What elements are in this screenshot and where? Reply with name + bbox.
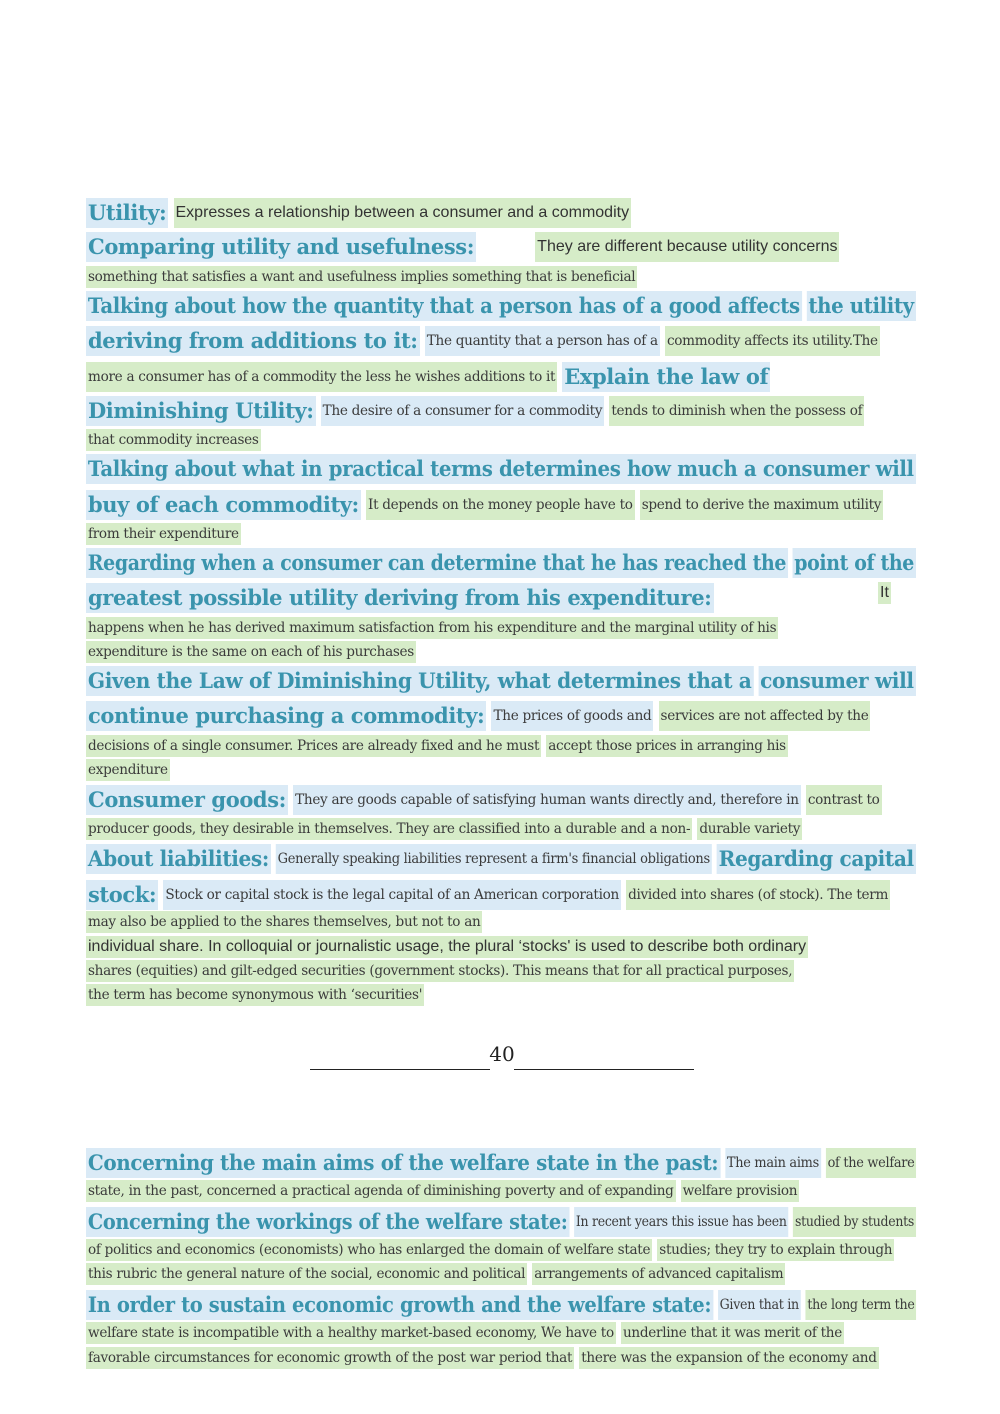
line-greatest-text-end [86,640,416,662]
line-compare-cont [86,265,637,287]
law-given-heading-end: continue purchasing a commodity: [86,701,486,731]
law-heading-cont: Diminishing Utility: [86,396,316,426]
line-practical [86,489,883,519]
line-law-given [86,700,870,730]
law-given-text: The prices of goods and [491,701,653,731]
utility-heading: Utility: [86,198,168,228]
greatest-text-end: expenditure is the same on each of his purchases [86,641,416,663]
workings-text-3: studies; they try to explain through [657,1239,894,1261]
line-workings-text-2 [86,1238,894,1260]
stock-text-3: individual share. In colloquial or journalistic usage, the plural ‘stocks' is used to describe both ordinary [86,936,808,958]
greatest-heading-end: greatest possible utility deriving from his expenditure: [86,583,714,613]
line-quantity-heading [86,290,916,320]
practical-heading-end: buy of each commodity: [86,490,361,520]
greatest-text: happens when he has derived maximum satisfaction from his expenditure and the marginal utility of his [86,617,778,639]
compare-text: They are different because utility concerns [535,232,839,262]
line-practical-heading [86,453,916,483]
line-growth-text-3 [86,1346,879,1368]
line-practical-end [86,522,241,544]
aims-text: The main aims [725,1148,821,1178]
line-aims-text [86,1179,799,1201]
workings-text-5: arrangements of advanced capitalism [532,1263,785,1285]
practical-heading: Talking about what in practical terms determines how much a consumer will [86,454,916,484]
growth-text: Given that in [718,1290,801,1320]
growth-text-4: favorable circumstances for economic growth of the post war period that [86,1347,574,1369]
line-growth [86,1289,916,1319]
greatest-text-start: It [878,582,891,604]
law-given-text-2: decisions of a single consumer. Prices are already fixed and he must [86,735,541,757]
line-stock-text-4 [86,959,794,981]
law-given-text-end: expenditure [86,759,170,781]
stock-text-2: may also be applied to the shares themselves, but not to an [86,911,482,933]
law-given-text-3: accept those prices in arranging his [546,735,788,757]
law-given-heading-cont: consumer will [758,666,915,696]
line-growth-text-2 [86,1321,844,1343]
line-workings [86,1206,916,1236]
line-law-given-heading [86,665,916,695]
law-heading: Explain the law of [562,362,770,392]
stock-text-cont: divided into shares (of stock). The term [626,880,890,910]
line-law-given-end [86,758,170,780]
line-law-end [86,428,261,450]
growth-text-5: there was the expansion of the economy and [579,1347,878,1369]
compare-heading: Comparing utility and usefulness: [86,232,476,262]
quantity-heading-end: deriving from additions to it: [86,326,420,356]
line-law [86,395,864,425]
growth-text-3: underline that it was merit of the [621,1322,844,1344]
workings-text-cont: studied by students [793,1207,916,1237]
aims-heading: Concerning the main aims of the welfare state in the past: [86,1148,720,1178]
law-text: The desire of a consumer for a commodity [321,396,605,426]
line-law-given-text [86,734,788,756]
goods-text-2: producer goods, they desirable in themselves. They are classified into a durable and a non- [86,818,692,840]
workings-text-4: this rubric the general nature of the social, economic and political [86,1263,527,1285]
page-number-text: 40 [489,1042,515,1066]
page-number-rule-right [514,1069,694,1070]
line-greatest [86,582,714,612]
goods-text-cont: contrast to [806,785,882,815]
aims-text-cont: of the welfare [826,1148,917,1178]
practical-text: It depends on the money people have to [366,490,635,520]
line-stock-text-2 [86,910,482,932]
line-goods-text [86,817,802,839]
line-aims [86,1147,916,1177]
law-given-heading: Given the Law of Diminishing Utility, what determines that a [86,666,753,696]
stock-heading: Regarding capital [717,844,916,874]
liabilities-text: Generally speaking liabilities represent a firm's financial obligations [276,844,712,874]
aims-text-3: welfare provision [681,1180,800,1202]
line-goods [86,784,882,814]
line-stock-text-3 [86,935,808,957]
goods-text-3: durable variety [697,818,802,840]
workings-text: In recent years this issue has been [574,1207,788,1237]
growth-text-2: welfare state is incompatible with a healthy market-based economy, We have to [86,1322,616,1344]
law-given-text-cont: services are not affected by the [659,701,871,731]
law-text-end: that commodity increases [86,429,261,451]
quantity-text-cont: commodity affects its utility.The [665,326,880,356]
stock-text-4: shares (equities) and gilt-edged securities (government stocks). This means that for all practical purposes, [86,960,794,982]
line-workings-text-3 [86,1262,785,1284]
greatest-heading-cont: point of the [792,548,915,578]
practical-text-end: from their expenditure [86,523,241,545]
quantity-heading-cont: the utility [806,291,915,321]
stock-text-5: the term has become synonymous with ‘securities' [86,984,424,1006]
stock-text: Stock or capital stock is the legal capital of an American corporation [163,880,621,910]
aims-text-2: state, in the past, concerned a practical agenda of diminishing poverty and of expanding [86,1180,676,1202]
line-compare [86,231,839,261]
growth-heading: In order to sustain economic growth and the welfare state: [86,1290,713,1320]
workings-text-2: of politics and economics (economists) who has enlarged the domain of welfare state [86,1239,652,1261]
compare-text-cont: something that satisfies a want and usefulness implies something that is beneficial [86,266,637,288]
greatest-heading: Regarding when a consumer can determine that he has reached the [86,548,788,578]
page-number-rule-left [310,1069,490,1070]
line-liabilities [86,843,916,873]
line-quantity-law [86,361,770,391]
line-greatest-text [86,616,778,638]
goods-heading: Consumer goods: [86,785,288,815]
law-text-cont: tends to diminish when the possess of [609,396,864,426]
line-greatest-heading [86,547,916,577]
workings-heading: Concerning the workings of the welfare state: [86,1207,569,1237]
practical-text-cont: spend to derive the maximum utility [640,490,883,520]
page-number [310,1042,694,1070]
line-stock [86,879,890,909]
goods-text: They are goods capable of satisfying human wants directly and, therefore in [293,785,801,815]
line-quantity [86,325,880,355]
line-greatest-it [878,581,891,603]
liabilities-heading: About liabilities: [86,844,271,874]
line-utility [86,197,631,227]
stock-heading-cont: stock: [86,880,158,910]
quantity-text-end: more a consumer has of a commodity the less he wishes additions to it [86,362,557,392]
line-stock-text-5 [86,983,424,1005]
quantity-heading: Talking about how the quantity that a person has of a good affects [86,291,802,321]
quantity-text: The quantity that a person has of a [425,326,660,356]
utility-text: Expresses a relationship between a consumer and a commodity [174,198,632,228]
growth-text-cont: the long term the [806,1290,917,1320]
